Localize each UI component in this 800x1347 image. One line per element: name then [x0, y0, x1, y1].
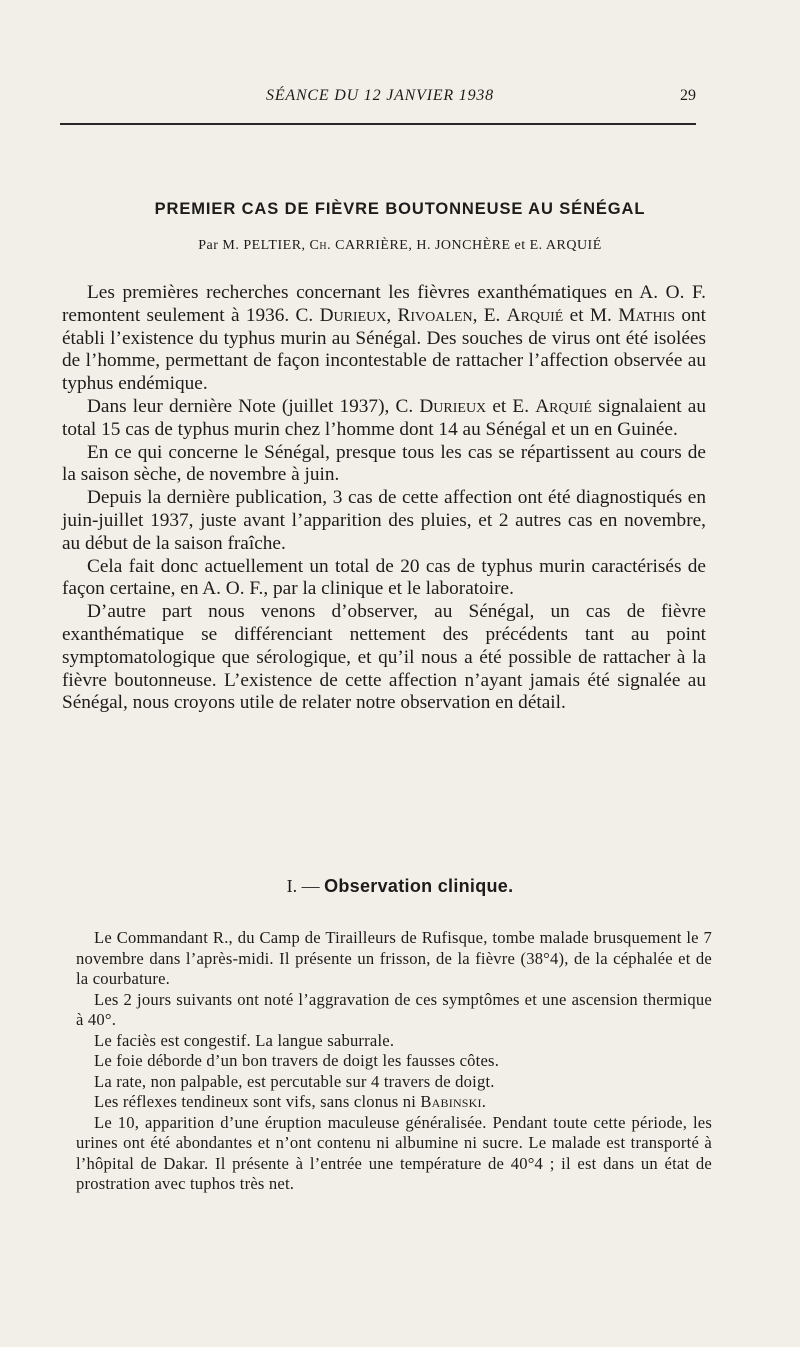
intro-paragraph-3: En ce qui concerne le Sénégal, presque tous les cas se répartissent au cours de la saison sèche, de novembre à juin.	[62, 441, 706, 486]
intro-paragraph-2	[62, 396, 706, 442]
observation-paragraph-6	[76, 1092, 712, 1113]
observation-paragraph-5: La rate, non palpable, est percutable sur 4 travers de doigt.	[94, 1071, 495, 1091]
page-number: 29	[680, 87, 696, 104]
intro-paragraph-6: D’autre part nous venons d’observer, au Sénégal, un cas de fièvre exanthématique se différenciant nettement des précédents tant au point symptomatologique que sérologique, et qu’il nous a été possible de rattacher à la fièvre boutonneuse. L’existence de cette affection n’ayant jamais été signalée au Sénégal, nous croyons utile de relater notre observation en détail.	[62, 601, 706, 714]
intro-p2-text-b: et E.	[486, 395, 536, 417]
name-babinski: Babinski	[420, 1092, 482, 1111]
intro-p1-text-c: , E.	[472, 304, 507, 326]
authors-rest: . CARRIÈRE, H. JONCHÈRE et E. ARQUIÉ	[327, 238, 602, 253]
observation-section	[76, 928, 712, 1195]
author-name-arquie-2: Arquié	[535, 395, 592, 417]
introduction	[62, 282, 706, 715]
observation-paragraph-3: Le faciès est congestif. La langue saburrale.	[94, 1030, 395, 1050]
observation-p6-text-a: Les réflexes tendineux sont vifs, sans clonus ni	[94, 1092, 421, 1111]
section-heading	[60, 876, 740, 897]
running-title: SÉANCE DU 12 JANVIER 1938	[266, 87, 494, 104]
authors-prefix: Par M. PELTIER,	[198, 238, 310, 253]
intro-p2-text-c: signalaient au total 15 cas de typhus murin chez l’homme dont 14 au Sénégal et un en Guinée.	[62, 395, 706, 440]
intro-p1-text-d: et M.	[563, 304, 619, 326]
header-rule	[60, 123, 696, 125]
observation-paragraph-2: Les 2 jours suivants ont noté l’aggravation de ces symptômes et une ascension thermique à 40°.	[76, 989, 712, 1029]
author-name-arquie: Arquié	[506, 304, 564, 326]
article-title: PREMIER CAS DE FIÈVRE BOUTONNEUSE AU SÉNÉGAL	[154, 200, 646, 218]
author-name-durieux-2: Durieux	[419, 395, 487, 417]
authors-ch: Ch	[309, 238, 328, 253]
section-number: I. —	[286, 876, 325, 896]
intro-paragraph-5: Cela fait donc actuellement un total de 20 cas de typhus murin caractérisés de façon certaine, en A. O. F., par la clinique et le laboratoire.	[62, 555, 706, 600]
intro-p1-text-a: Les premières recherches concernant les fièvres exanthématiques en A. O. F. remontent seulement à 1936. C.	[62, 282, 706, 326]
observation-paragraph-1: Le Commandant R., du Camp de Tirailleurs de Rufisque, tombe malade brusquement le 7 novembre dans l’après-midi. Il présente un frisson, de la fièvre (38°4), de la céphalée et de la courbature.	[76, 928, 712, 988]
intro-p2-text-a: Dans leur dernière Note (juillet 1937), C.	[87, 395, 420, 417]
author-name-mathis: Mathis	[618, 304, 676, 326]
intro-paragraph-4: Depuis la dernière publication, 3 cas de cette affection ont été diagnostiqués en juin-juillet 1937, juste avant l’apparition des pluies, et 2 autres cas en novembre, au début de la saison fraîche.	[62, 487, 706, 554]
intro-paragraph-1	[62, 282, 706, 396]
article-authors	[60, 238, 740, 254]
intro-p1-text-b: ,	[386, 304, 398, 326]
observation-paragraph-7: Le 10, apparition d’une éruption maculeuse généralisée. Pendant toute cette période, les urines ont été abondantes et n’ont contenu ni albumine ni sucre. Le malade est transporté à l’hôpital de Dakar. Il présente à l’entrée une température de 40°4 ; il est dans un état de prostration avec tuphos très net.	[76, 1112, 712, 1193]
author-name-durieux: Durieux	[319, 304, 387, 326]
section-label: Observation clinique.	[324, 876, 514, 896]
author-name-rivoalen: Rivoalen	[397, 304, 473, 326]
running-head	[60, 85, 700, 109]
intro-p1-text-e: ont établi l’existence du typhus murin au Sénégal. Des souches de virus ont été isolées de l’homme, permettant de façon incontestable de rattacher l’affection observée au typhus endémique.	[62, 304, 706, 395]
observation-p6-text-b: .	[481, 1092, 487, 1111]
observation-paragraph-4: Le foie déborde d’un bon travers de doigt les fausses côtes.	[94, 1051, 500, 1070]
